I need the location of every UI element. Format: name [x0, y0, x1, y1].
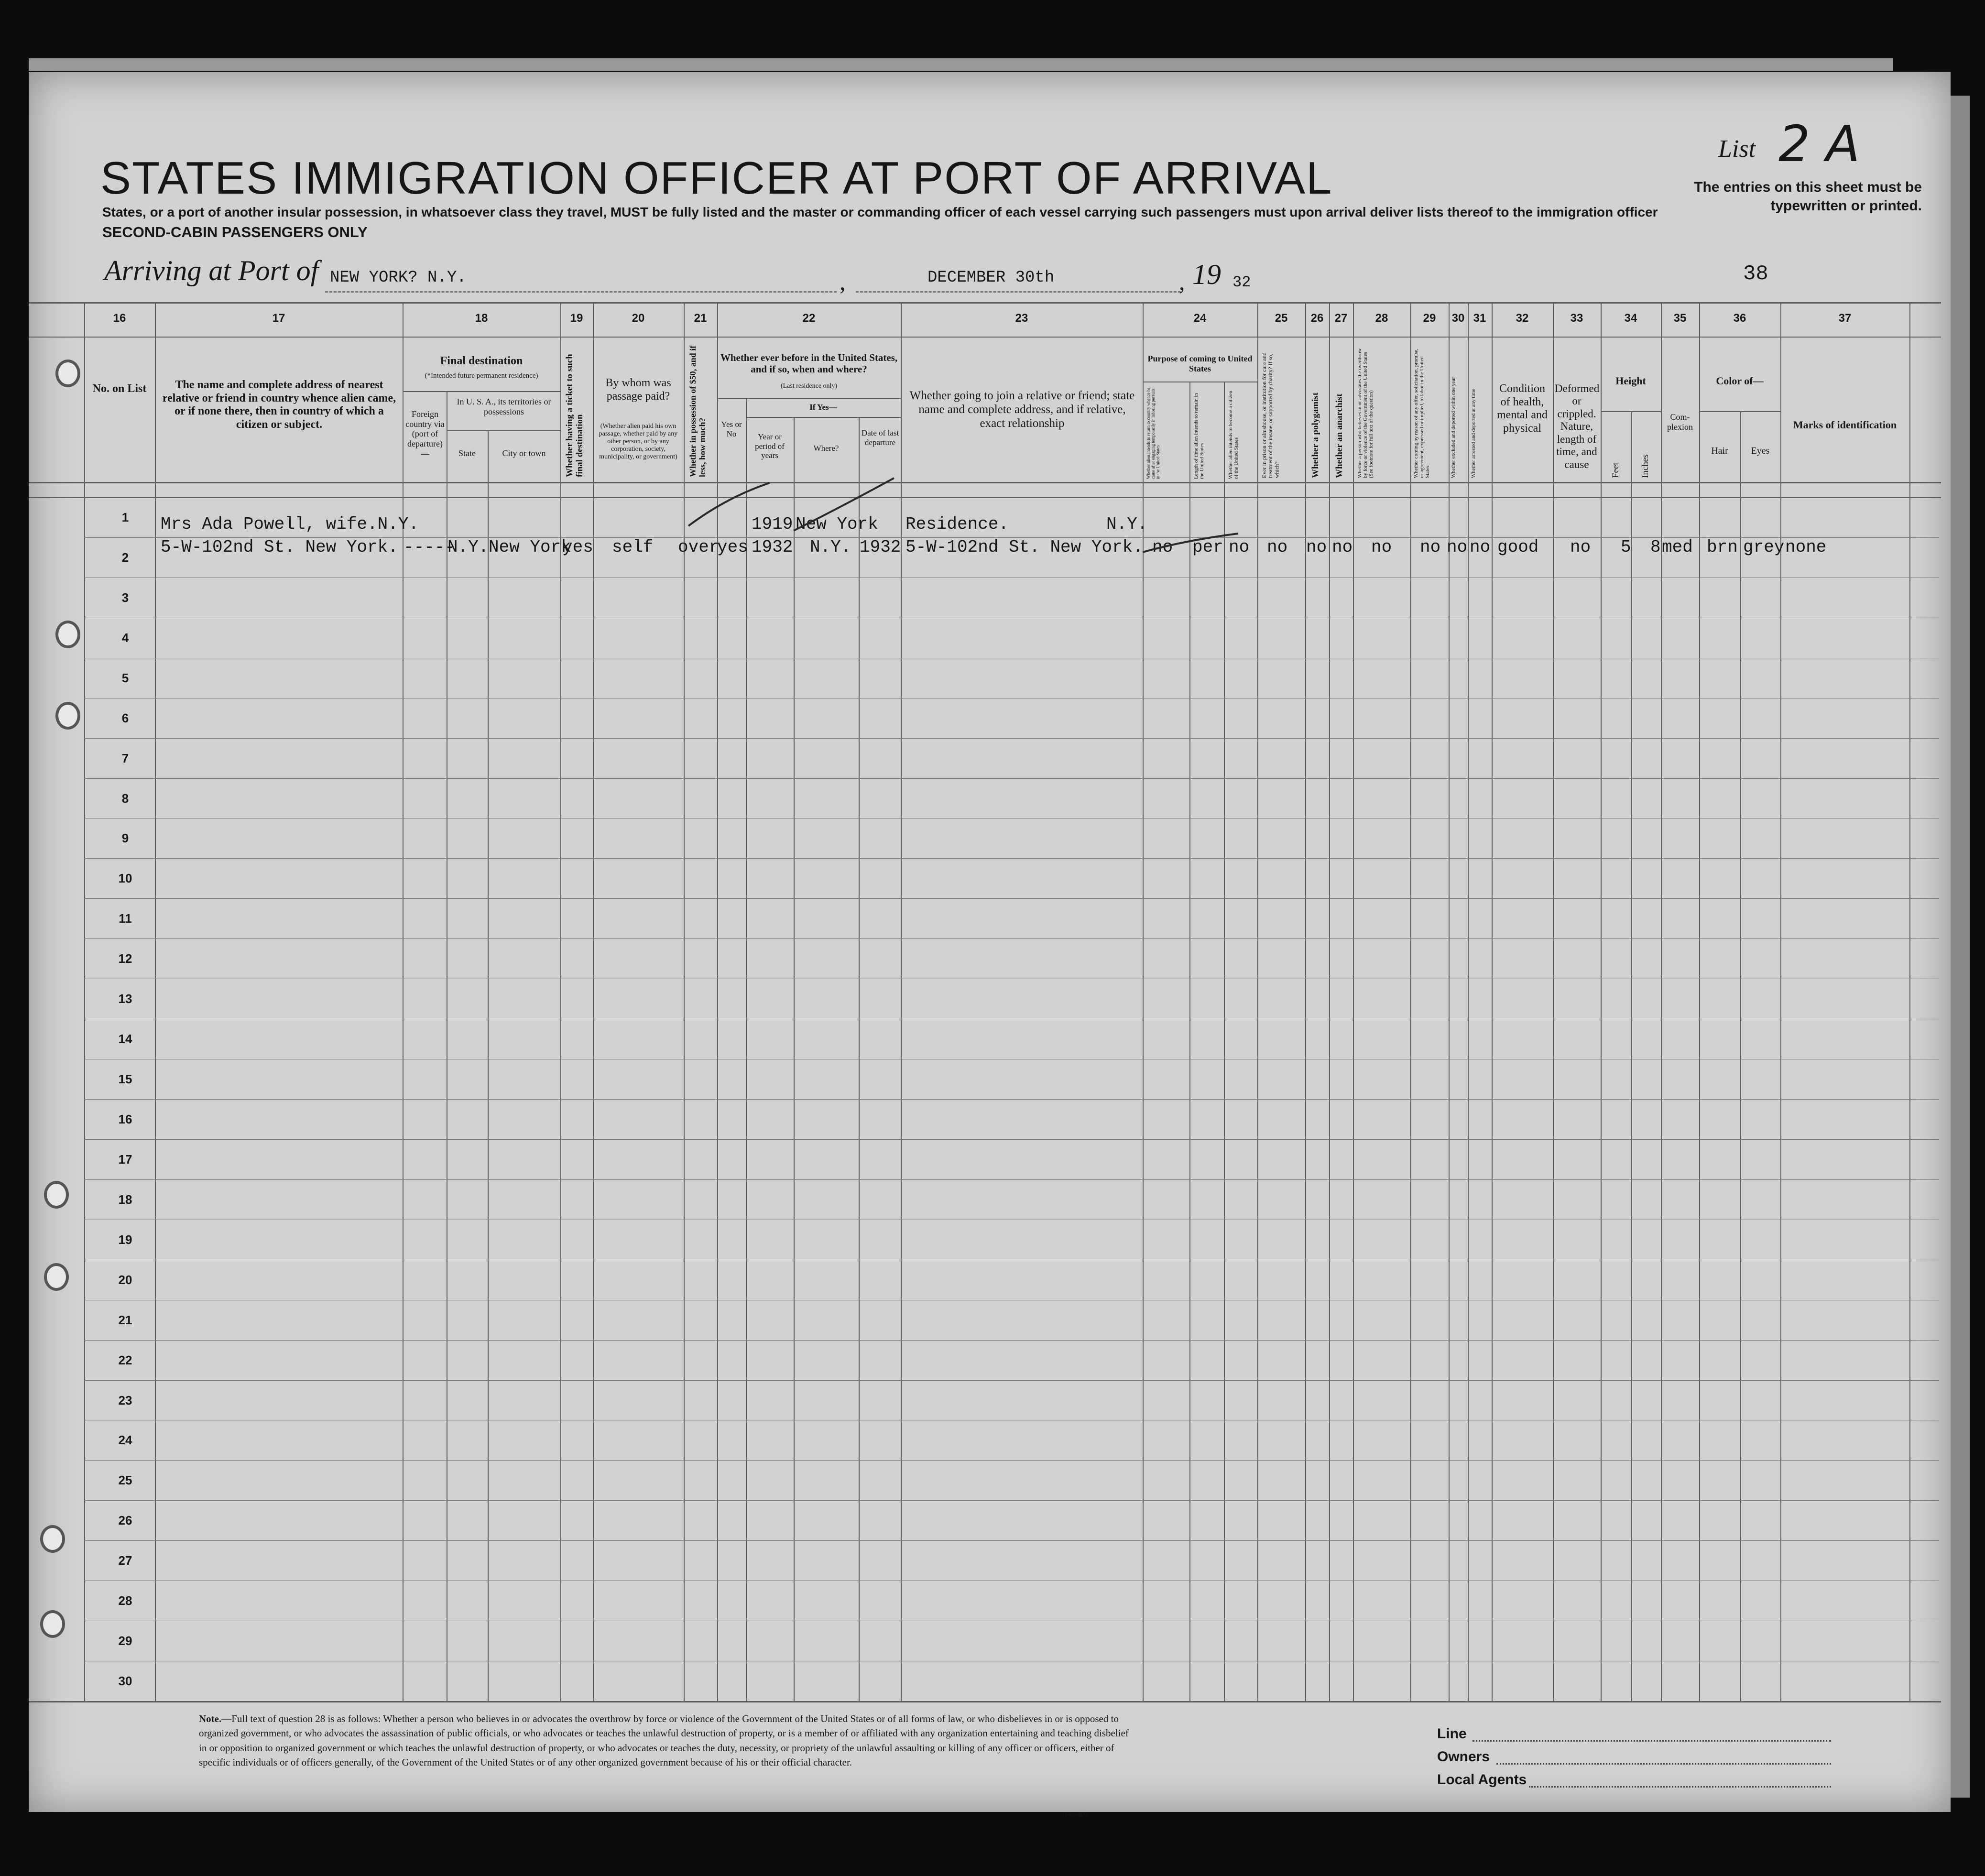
- year-prefix: 19: [1192, 259, 1221, 290]
- line-label: Line: [1437, 1726, 1467, 1742]
- complexion-value: med: [1662, 537, 1693, 557]
- row-number: 14: [118, 1032, 132, 1046]
- local-agents-field: [1529, 1786, 1831, 1788]
- arrested-value: no: [1470, 537, 1491, 557]
- comma: ,: [1179, 268, 1185, 295]
- col-border: [1305, 302, 1306, 1701]
- col-border: [84, 302, 85, 1701]
- colnum-36: 36: [1733, 312, 1746, 325]
- row-line: [84, 1380, 1939, 1381]
- header-length-of-stay: Length of time alien intends to remain in the United States: [1193, 393, 1205, 479]
- row-number: 29: [118, 1634, 132, 1648]
- port-line: [325, 290, 837, 293]
- colnum-21: 21: [694, 312, 707, 325]
- row-line: [84, 778, 1939, 779]
- row-line: [84, 1500, 1939, 1501]
- join-relative-line2: 5-W-102nd St. New York.: [905, 537, 1143, 557]
- row-number: 11: [119, 911, 132, 926]
- last-departure-value: 1932: [860, 537, 901, 557]
- comma: ,: [840, 268, 846, 295]
- row-number: 19: [118, 1232, 132, 1247]
- colnum-19: 19: [570, 312, 583, 325]
- header-excluded: Whether excluded and deported within one year: [1451, 377, 1456, 478]
- length-of-stay-value: per: [1192, 537, 1223, 557]
- eyes-value: grey: [1743, 537, 1785, 557]
- row-line: [84, 1099, 1939, 1100]
- col-border: [1699, 302, 1700, 1701]
- color-divider: [1699, 411, 1780, 412]
- page-title: STATES IMMIGRATION OFFICER AT PORT OF ARRIVAL: [100, 153, 1333, 204]
- return-intent-value: no: [1152, 537, 1173, 557]
- header-last-departure: Date of last departure: [861, 428, 899, 447]
- row-number: 4: [121, 631, 129, 645]
- health-value: good: [1497, 537, 1539, 557]
- col-border: [593, 302, 594, 1701]
- header-return-intent: Whether alien intends to return to country whence he came after engaging temporarily in laboring pursuits in the United States: [1146, 387, 1160, 479]
- relative-address: 5-W-102nd St. New York.: [161, 537, 398, 557]
- colnum-divider: [29, 337, 1941, 338]
- header-nearest-relative: The name and complete address of nearest relative or friend in country whence alien came, or if none there, then in country of which a citizen or subject.: [162, 379, 396, 431]
- header-passage-paid: By whom was passage paid?: [605, 377, 671, 403]
- page-edge-top: [29, 58, 1893, 71]
- col-border: [1410, 302, 1411, 1701]
- col-border: [746, 398, 747, 1701]
- col-border: [1329, 302, 1330, 1701]
- col-border: [403, 302, 404, 1701]
- header-class: SECOND-CABIN PASSENGERS ONLY: [102, 224, 368, 240]
- col-border: [1492, 302, 1493, 1701]
- height-divider: [1601, 411, 1661, 412]
- row-number: 20: [118, 1273, 132, 1287]
- prior-visit-divider: [717, 398, 901, 399]
- col-border: [155, 302, 156, 1701]
- header-passage-paid-note: (Whether alien paid his own passage, whether paid by any other person, or by any corporation, society, municipality, or government): [599, 423, 678, 461]
- row-line: [84, 1139, 1939, 1140]
- citizen-intent-value: no: [1229, 537, 1250, 557]
- header-color-of: Color of—: [1716, 375, 1764, 387]
- colnum-24: 24: [1193, 312, 1207, 325]
- col-border: [1780, 302, 1781, 1701]
- hair-value: brn: [1707, 537, 1738, 557]
- owners-field: [1496, 1763, 1831, 1765]
- header-arrested: Whether arrested and deported at any time: [1471, 389, 1476, 478]
- row-number: 5: [121, 671, 129, 685]
- list-note: The entries on this sheet must be typewritten or printed.: [1694, 179, 1922, 214]
- col-border: [488, 430, 489, 1701]
- final-destination-divider: [403, 391, 560, 392]
- row-number: 1: [121, 510, 129, 524]
- row-number: 30: [118, 1674, 132, 1688]
- passage-paid-value: self: [612, 537, 654, 557]
- header-purpose: Purpose of coming to United States: [1147, 354, 1253, 373]
- col-border: [560, 302, 561, 1701]
- height-inches-value: 8: [1650, 537, 1661, 557]
- offer-labor-value: no: [1420, 537, 1441, 557]
- deformed-value: no: [1570, 537, 1591, 557]
- colnum-33: 33: [1570, 312, 1583, 325]
- colnum-29: 29: [1423, 312, 1436, 325]
- colnum-27: 27: [1334, 312, 1348, 325]
- row-number: 7: [121, 751, 129, 765]
- header-foreign-country: Foreign country via (port of departure)—: [405, 409, 445, 458]
- row-line: [84, 1340, 1939, 1341]
- header-instruction: States, or a port of another insular possession, in whatsoever class they travel, MUST be fully listed and the master or commanding officer of each vessel carrying such passengers must upon arrival deliver lists thereof to the immigration officer: [102, 205, 1658, 219]
- colnum-20: 20: [632, 312, 645, 325]
- relative-name: Mrs Ada Powell, wife.N.Y.: [161, 514, 419, 534]
- colnum-37: 37: [1838, 312, 1852, 325]
- marks-value: none: [1785, 537, 1827, 557]
- join-relative-line1: Residence.: [905, 514, 1009, 534]
- colnum-28: 28: [1375, 312, 1388, 325]
- pen-strokes: [669, 449, 1243, 564]
- local-agents-label: Local Agents: [1437, 1772, 1527, 1788]
- header-anarchist: Whether an anarchist: [1334, 393, 1344, 478]
- binder-hole: [55, 621, 80, 648]
- header-polygamist: Whether a polygamist: [1310, 392, 1320, 478]
- polygamist-value: no: [1306, 537, 1327, 557]
- owners-label: Owners: [1437, 1749, 1490, 1765]
- binder-hole: [40, 1525, 65, 1553]
- header-in-usa: In U. S. A., its territories or possessions: [457, 397, 551, 416]
- state-value: N.Y.: [447, 537, 489, 557]
- header-health: Condition of health, mental and physical: [1497, 382, 1548, 435]
- line-field: [1472, 1740, 1831, 1742]
- col-border: [1631, 411, 1632, 1701]
- col-border: [1740, 411, 1741, 1701]
- date-line: [856, 290, 1181, 293]
- row-line: [84, 1179, 1939, 1180]
- row-number: 15: [118, 1072, 132, 1086]
- form-code: 14—490: [1064, 1811, 1088, 1818]
- row-number: 17: [118, 1152, 132, 1167]
- header-complexion: Com-plexion: [1667, 412, 1693, 432]
- colnum-16: 16: [113, 312, 126, 325]
- colnum-31: 31: [1473, 312, 1486, 325]
- manifest-sheet: [29, 72, 1951, 1812]
- footnote-label: Note.—: [199, 1713, 232, 1724]
- header-hair: Hair: [1711, 446, 1728, 456]
- row-line: [84, 1540, 1939, 1541]
- row-line: [84, 858, 1939, 859]
- colnum-25: 25: [1275, 312, 1288, 325]
- header-final-destination-note: (*Intended future permanent residence): [425, 372, 538, 380]
- row-number: 9: [121, 831, 129, 845]
- overthrow-value: no: [1371, 537, 1392, 557]
- colnum-30: 30: [1451, 312, 1465, 325]
- arriving-label: Arriving at Port of: [104, 255, 319, 286]
- table-bottom-border: [29, 1701, 1941, 1702]
- row-number: 8: [121, 791, 129, 806]
- row-number: 2: [121, 550, 129, 565]
- row-line: [84, 938, 1939, 939]
- header-prison: Ever in prison or almshouse, or institution for care and treatment of the insane, or supported by charity? If so, which?: [1261, 352, 1280, 478]
- header-height: Height: [1615, 375, 1646, 387]
- binder-hole: [44, 1263, 69, 1291]
- prison-value: no: [1267, 537, 1288, 557]
- fifty-dollars-value: over: [678, 537, 720, 557]
- row-number: 6: [121, 711, 129, 725]
- prior-visit-where-2: N.Y.: [810, 537, 851, 557]
- row-number: 26: [118, 1513, 132, 1527]
- col-border: [1224, 382, 1225, 1701]
- header-state: State: [458, 448, 476, 458]
- port-of-arrival: NEW YORK? N.Y.: [330, 269, 467, 287]
- footnote-text: Full text of question 28 is as follows: Whether a person who believes in or advocates the overthrow by force or violence of the Government of the United States or of all forms of law, or who disbelieves in or is opposed to organized government, or who advocates the assassination of public officials, or who advocates or teaches the unlawful destruction of property, or is a member of or affiliated with any organization entertaining and teaching disbelief in or opposition to organized government or which teaches the unlawful destruction of property, or who advocates or teaches the duty, necessity, or propriety of the unlawful assaulting or killing of any officer or officers, either of specific individuals or of officers generally, of the Government of the United States or of any other organized government because of his or their official character.: [199, 1713, 1129, 1768]
- row-number: 18: [118, 1192, 132, 1207]
- list-label: List: [1718, 135, 1756, 163]
- header-final-destination: Final destination: [440, 355, 523, 367]
- col-border: [1553, 302, 1554, 1701]
- col-border: [1189, 382, 1190, 1701]
- row-number: 28: [118, 1593, 132, 1608]
- header-feet: Feet: [1611, 462, 1621, 478]
- col-border: [1661, 302, 1662, 1701]
- binder-hole: [40, 1610, 65, 1638]
- footnote: [199, 1712, 1136, 1770]
- header-ticket: Whether having a ticket to such final destination: [565, 354, 585, 477]
- colnum-22: 22: [802, 312, 816, 325]
- col-border: [1909, 302, 1910, 1701]
- colnum-18: 18: [475, 312, 488, 325]
- colnum-26: 26: [1310, 312, 1324, 325]
- list-number: 2 A: [1778, 115, 1860, 173]
- year-suffix: 32: [1232, 273, 1251, 291]
- colnum-34: 34: [1624, 312, 1637, 325]
- colnum-17: 17: [272, 312, 285, 325]
- row-number: 22: [118, 1353, 132, 1367]
- header-city: City or town: [502, 448, 546, 458]
- row-number: 10: [118, 871, 132, 885]
- col-border: [1601, 302, 1602, 1701]
- header-citizen-intent: Whether alien intends to become a citizen of the United States: [1228, 391, 1240, 479]
- row-number: 25: [118, 1473, 132, 1487]
- usa-divider: [447, 430, 560, 431]
- header-deformed: Deformed or crippled. Nature, length of time, and cause: [1555, 382, 1600, 470]
- col-border: [1257, 302, 1258, 1701]
- row-number: 3: [121, 590, 129, 605]
- join-relative-state: N.Y.: [1106, 514, 1148, 534]
- binder-hole: [55, 702, 80, 730]
- header-marks: Marks of identification: [1793, 419, 1897, 431]
- header-no-on-list: No. on List: [92, 382, 147, 395]
- colnum-32: 32: [1516, 312, 1529, 325]
- row-number: 12: [118, 951, 132, 966]
- header-inches: Inches: [1640, 454, 1650, 478]
- arrival-date: DECEMBER 30th: [927, 269, 1055, 287]
- height-feet-value: 5: [1621, 537, 1631, 557]
- header-prior-visit-note: (Last residence only): [780, 382, 838, 390]
- header-offer-to-labor: Whether coming by reason of any offer, solicitation, promise, or agreement, expressed or implied, to labor in the United States: [1413, 349, 1431, 478]
- colnum-35: 35: [1673, 312, 1687, 325]
- ifyes-divider: [746, 417, 901, 418]
- excluded-value: no: [1447, 537, 1468, 557]
- header-prior-visit: Whether ever before in the United States, and if so, when and where?: [720, 352, 898, 375]
- page-edge-right: [1951, 96, 1970, 1798]
- row-number: 24: [118, 1433, 132, 1447]
- prior-visit-year-1: 1919: [752, 514, 793, 534]
- foreign-country-value: -----: [404, 537, 456, 557]
- prior-visit-year-2: 1932: [752, 537, 793, 557]
- col-border: [1468, 302, 1469, 1701]
- header-where: Where?: [813, 444, 839, 453]
- row-number: 13: [118, 992, 132, 1006]
- header-join-relative: Whether going to join a relative or friend; state name and complete address, and if relative, exact relationship: [909, 389, 1135, 430]
- header-if-yes: If Yes—: [809, 403, 837, 412]
- ticket-value: yes: [562, 537, 593, 557]
- col-border: [1353, 302, 1354, 1701]
- sheet-number: 38: [1743, 262, 1768, 286]
- anarchist-value: no: [1332, 537, 1353, 557]
- row-line: [84, 898, 1939, 899]
- table-top-border: [29, 302, 1941, 304]
- row-line: [84, 1460, 1939, 1461]
- header-eyes: Eyes: [1751, 446, 1770, 456]
- colnum-23: 23: [1015, 312, 1028, 325]
- header-overthrow: Whether a person who believes in or advocates the overthrow by force or violence of the Government of the United States (See footnote for full text of the question): [1357, 348, 1374, 478]
- col-border: [1449, 302, 1450, 1701]
- city-value: New York: [489, 537, 571, 557]
- row-line: [84, 738, 1939, 739]
- binder-hole: [55, 360, 80, 387]
- header-yes-or-no: Yes or No: [721, 420, 742, 438]
- header-fifty-dollars: Whether in possession of $50, and if less, how much?: [688, 345, 707, 477]
- prior-visit-where-1: New York: [796, 514, 878, 534]
- header-year: Year or period of years: [755, 432, 785, 460]
- binder-hole: [44, 1181, 69, 1209]
- row-number: 27: [118, 1553, 132, 1568]
- prior-visit-yesno: yes: [717, 537, 748, 557]
- row-number: 16: [118, 1112, 132, 1126]
- row-number: 21: [118, 1313, 132, 1327]
- row-number: 23: [118, 1393, 132, 1407]
